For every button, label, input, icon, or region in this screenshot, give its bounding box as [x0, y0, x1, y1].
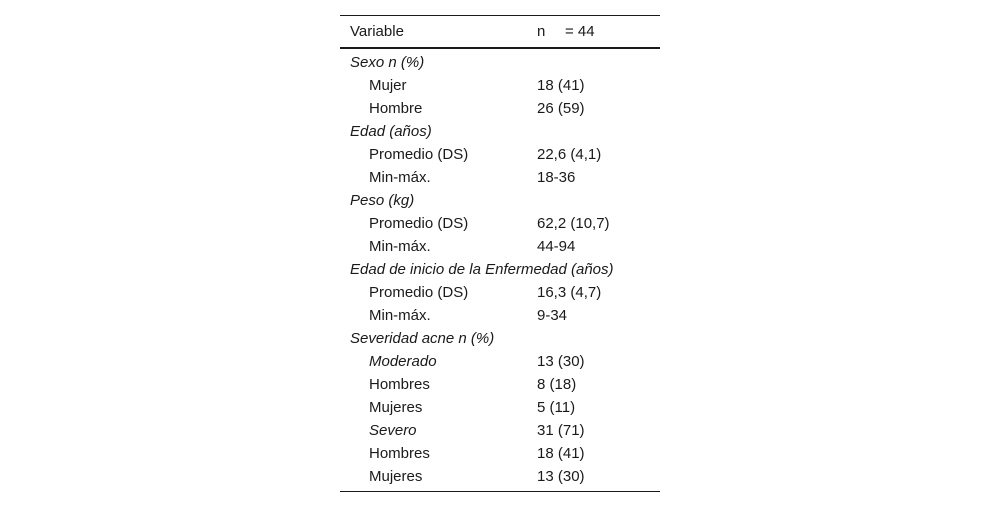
table-row [340, 396, 660, 419]
row-value: 9-34 [537, 307, 568, 324]
header-n [537, 23, 660, 40]
row-label: Mujeres [369, 399, 423, 416]
section-label: Severidad acne n (%) [350, 330, 495, 347]
row-value: 44-94 [537, 238, 576, 255]
row-value: 22,6 (4,1) [537, 146, 602, 163]
table-row [340, 327, 660, 350]
table-row [340, 212, 660, 235]
row-label: Promedio (DS) [369, 215, 469, 232]
table-row [340, 74, 660, 97]
row-label: Mujeres [369, 468, 423, 485]
header-n-value: = 44 [565, 23, 595, 40]
table-header-row [340, 16, 660, 47]
section-label: Peso (kg) [350, 192, 415, 209]
table-row [340, 143, 660, 166]
table-row [340, 419, 660, 442]
row-label: Promedio (DS) [369, 284, 469, 301]
header-variable: Variable [350, 23, 404, 40]
row-label: Min-máx. [369, 238, 431, 255]
table-row [340, 304, 660, 327]
row-value: 18 (41) [537, 77, 585, 94]
row-value: 26 (59) [537, 100, 585, 117]
row-label: Hombres [369, 376, 430, 393]
row-value: 31 (71) [537, 422, 585, 439]
row-value: 18 (41) [537, 445, 585, 462]
row-label: Mujer [369, 77, 407, 94]
row-label: Hombres [369, 445, 430, 462]
table-row [340, 235, 660, 258]
header-n-symbol: n [537, 23, 546, 40]
table-row [340, 350, 660, 373]
table-row [340, 189, 660, 212]
table-row [340, 281, 660, 304]
row-value: 13 (30) [537, 353, 585, 370]
row-label: Hombre [369, 100, 423, 117]
demographics-table [340, 15, 660, 492]
table-row [340, 258, 660, 281]
row-value: 18-36 [537, 169, 576, 186]
row-value: 62,2 (10,7) [537, 215, 610, 232]
table-bottom-rule [340, 491, 660, 492]
table-row [340, 120, 660, 143]
section-label: Sexo n (%) [350, 54, 425, 71]
row-label: Promedio (DS) [369, 146, 469, 163]
section-label: Edad (años) [350, 123, 432, 140]
section-label: Edad de inicio de la Enfermedad (años) [350, 261, 614, 278]
table-row [340, 51, 660, 74]
section-label: Severo [369, 422, 417, 439]
row-label: Min-máx. [369, 169, 431, 186]
table-row [340, 97, 660, 120]
table-body [340, 49, 660, 491]
row-value: 13 (30) [537, 468, 585, 485]
row-value: 16,3 (4,7) [537, 284, 602, 301]
row-label: Min-máx. [369, 307, 431, 324]
section-label: Moderado [369, 353, 437, 370]
table-row [340, 166, 660, 189]
table-row [340, 465, 660, 488]
table-row [340, 442, 660, 465]
table-row [340, 373, 660, 396]
row-value: 8 (18) [537, 376, 577, 393]
row-value: 5 (11) [537, 399, 576, 416]
